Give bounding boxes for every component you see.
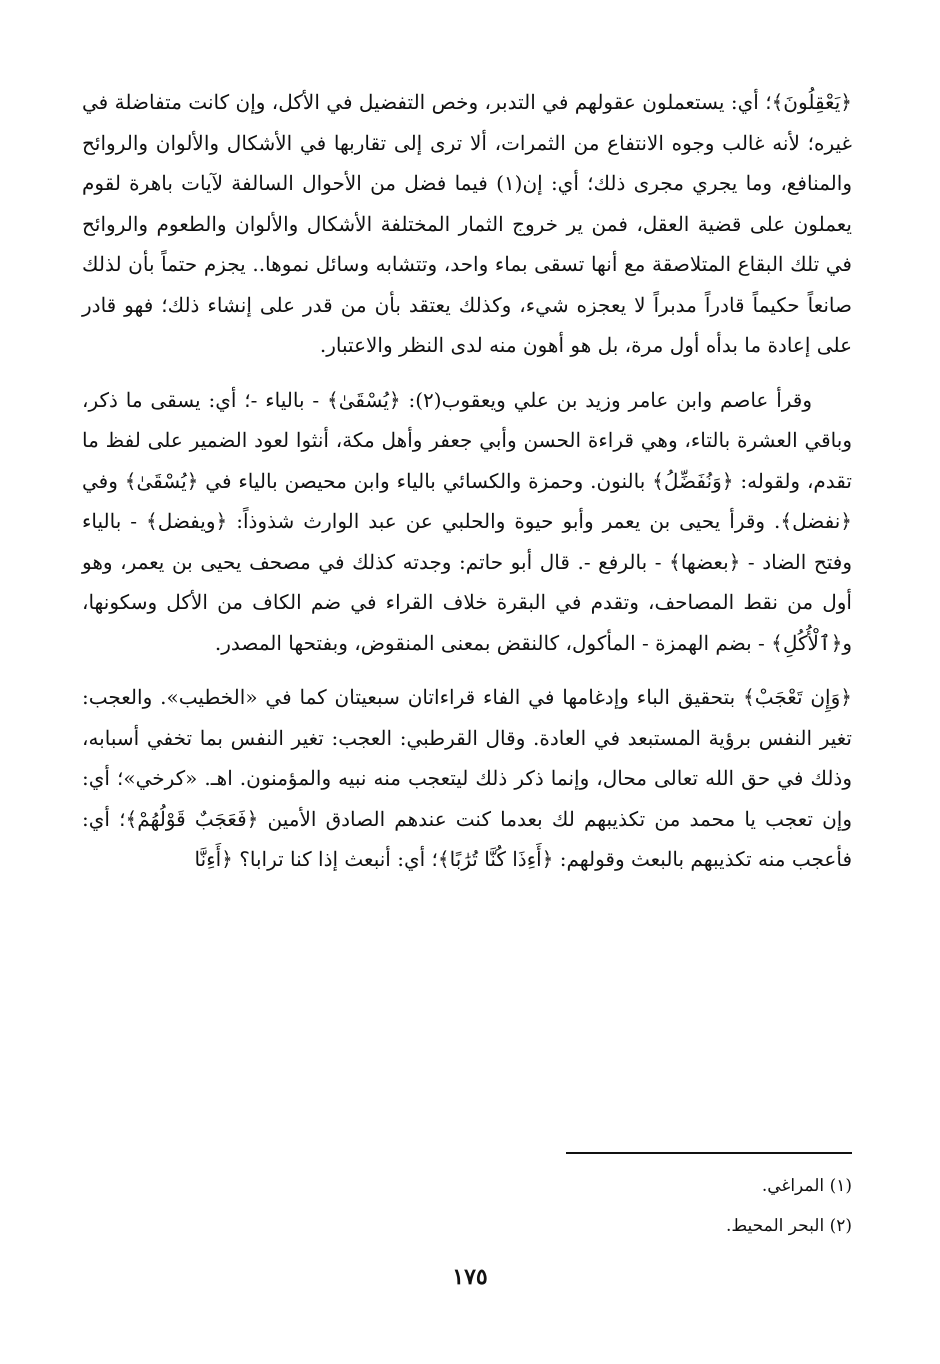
footnote-divider: [566, 1152, 852, 1154]
footnote-marker: (١): [829, 1176, 852, 1196]
paragraph-3: ﴿وَإِن تَعْجَبْ﴾ بتحقيق الباء وإدغامها في الفاء قراءاتان سبعيتان كما في «الخطيب». والعجب: تغير النفس برؤية المستبعد في العادة. وقال القرطبي: العجب: تغير النفس بما تخفي أسبابه، وذلك في حق الله تعالى محال، وإنما ذكر ذلك ليتعجب منه نبيه والمؤمنون. اهـ. «كرخي»؛ أي: وإن تعجب يا محمد من تكذيبهم لك بعدما كنت عندهم الصادق الأمين ﴿فَعَجَبٌ قَوْلُهُمْ﴾؛ أي: فأعجب منه تكذيبهم بالبعث وقولهم: ﴿أَءِذَا كُنَّا تُرَٰبًا﴾؛ أي: أنبعث إذا كنا ترابا؟ ﴿أَءِنَّا: [82, 685, 852, 871]
footnote-2: [352, 1206, 852, 1246]
footnotes: [352, 1166, 852, 1246]
footnote-marker: (٢): [829, 1216, 852, 1236]
main-text: [82, 82, 852, 894]
page-number: ١٧٥: [452, 1264, 488, 1290]
footnote-text: البحر المحيط.: [726, 1216, 825, 1236]
paragraph-1: ﴿يَعْقِلُونَ﴾؛ أي: يستعملون عقولهم في التدبر، وخص التفضيل في الأكل، وإن كانت متفاضلة في غيره؛ لأنه غالب وجوه الانتفاع من الثمرات، ألا ترى إلى تقاربها في الأشكال والألوان والروائح والمنافع، وما يجري مجرى ذلك؛ أي: إن(١) فيما فضل من الأحوال السالفة لآيات باهرة لقوم يعملون على قضية العقل، فمن ير خروج الثمار المختلفة الأشكال والألوان والطعوم والروائح في تلك البقاع المتلاصقة مع أنها تسقى بماء واحد، وتتشابه وسائل نموها.. يجزم حتماً بأن لذلك صانعاً حكيماً قادراً مدبراً لا يعجزه شيء، وكذلك يعتقد بأن من قدر على إنشاء ذلك؛ فهو قادر على إعادة ما بدأه أول مرة، بل هو أهون منه لدى النظر والاعتبار.: [82, 90, 852, 357]
footnote-1: [352, 1166, 852, 1206]
footnote-text: المراغي.: [761, 1176, 825, 1196]
paragraph-2: وقرأ عاصم وابن عامر وزيد بن علي ويعقوب(٢): ﴿يُسْقَىٰ﴾ - بالياء -؛ أي: يسقى ما ذكر، وباقي العشرة بالتاء، وهي قراءة الحسن وأبي جعفر وأهل مكة، أنثوا لعود الضمير على لفظ ما تقدم، ولقوله: ﴿وَنُفَضِّلُ﴾ بالنون. وحمزة والكسائي بالياء وابن محيصن بالياء في ﴿يُسْقَىٰ﴾ وفي ﴿نفضل﴾. وقرأ يحيى بن يعمر وأبو حيوة والحلبي عن عبد الوارث شذوذاً: ﴿ويفضل﴾ - بالياء وفتح الضاد - ﴿بعضها﴾ - بالرفع -. قال أبو حاتم: وجدته كذلك في مصحف يحيى بن يعمر، وهو أول من نقط المصاحف، وتقدم في البقرة خلاف القراء في ضم الكاف من الأكل وسكونها، و﴿ٱلْأُكُلِ﴾ - بضم الهمزة - المأكول، كالنقض بمعنى المنقوض، وبفتحها المصدر.: [82, 387, 852, 655]
